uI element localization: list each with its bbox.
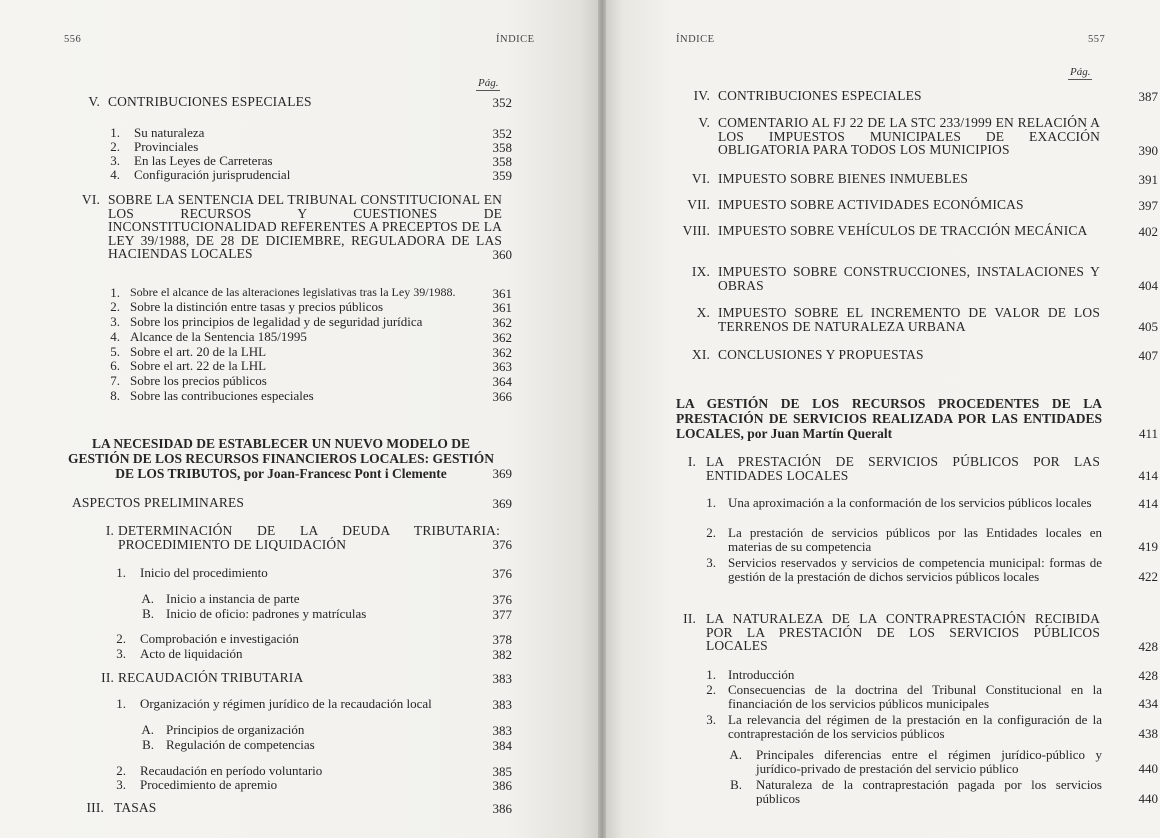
toc-entry-page: 428 <box>1138 667 1158 683</box>
toc-entry-page: 358 <box>492 153 512 169</box>
toc-entry-title: RECAUDACIÓN TRIBUTARIA <box>118 670 304 685</box>
toc-entry-number: 1. <box>706 495 716 510</box>
toc-entry-page: 419 <box>1138 538 1158 554</box>
toc-entry-page: 405 <box>1138 318 1158 334</box>
toc-entry-title: Introducción <box>728 667 795 682</box>
toc-entry-number: VIII. <box>682 223 710 238</box>
toc-entry-title: LA NECESIDAD DE ESTABLECER UN NUEVO MODELO DE GESTIÓN DE LOS RECURSOS FINANCIEROS LOCALES: GESTIÓN DE LOS TRIBUTOS, por Joan-Francesc Pont i Clemente <box>67 436 495 481</box>
toc-entry-title: COMENTARIO AL FJ 22 DE LA STC 233/1999 EN RELACIÓN A LOS IMPUESTOS MUNICIPALES DE EXACCIÓN OBLIGATORIA PARA TODOS LOS MUNICIPIOS <box>718 115 1100 157</box>
toc-entry-page: 434 <box>1138 695 1158 711</box>
toc-entry-title: DETERMINACIÓN DE LA DEUDA TRIBUTARIA: PROCEDIMIENTO DE LIQUIDACIÓN <box>118 523 500 552</box>
toc-entry-title: La prestación de servicios públicos por las Entidades locales en materias de su competencia <box>728 525 1102 554</box>
toc-entry-number: VI. <box>81 192 100 207</box>
toc-entry-number: 5. <box>110 344 120 359</box>
toc-entry-title: Sobre el art. 22 de la LHL <box>130 358 267 373</box>
toc-entry-number: X. <box>696 305 710 320</box>
toc-entry-page: 440 <box>1138 790 1158 806</box>
toc-entry-page: 383 <box>492 722 512 738</box>
left-pag-label: Pág. <box>478 77 499 89</box>
toc-entry-title: Su naturaleza <box>134 125 205 140</box>
toc-entry-title: Sobre la distinción entre tasas y precios públicos <box>130 299 384 314</box>
toc-entry-page: 363 <box>492 358 512 374</box>
toc-entry-number: 3. <box>110 314 120 329</box>
right-running-header: ÍNDICE <box>676 34 715 45</box>
toc-entry-title: Regulación de competencias <box>166 737 315 752</box>
toc-entry-title: LA NATURALEZA DE LA CONTRAPRESTACIÓN RECIBIDA POR LA PRESTACIÓN DE LOS SERVICIOS PÚBLICOS LOCALES <box>706 611 1100 653</box>
toc-entry-page: 361 <box>492 285 512 301</box>
toc-entry-number: 2. <box>706 682 716 697</box>
toc-entry-page: 376 <box>492 536 512 552</box>
toc-entry-page: 362 <box>492 329 512 345</box>
toc-entry-title: Sobre los principios de legalidad y de seguridad jurídica <box>130 314 423 329</box>
toc-entry-page: 386 <box>492 800 512 816</box>
toc-entry-title: SOBRE LA SENTENCIA DEL TRIBUNAL CONSTITUCIONAL EN LOS RECURSOS Y CUESTIONES DE INCONSTITUCIONALIDAD REFERENTES A PRECEPTOS DE LA LEY 39/1988, DE 28 DE DICIEMBRE, REGULADORA DE LAS HACIENDAS LOCALES <box>108 192 502 261</box>
toc-entry-page: 391 <box>1138 171 1158 187</box>
toc-entry-page: 377 <box>492 606 512 622</box>
toc-entry-page: 402 <box>1138 223 1158 239</box>
toc-entry-title: En las Leyes de Carreteras <box>134 153 273 168</box>
toc-entry-number: 2. <box>110 299 120 314</box>
toc-entry-number: I. <box>687 454 696 469</box>
toc-entry-page: 362 <box>492 344 512 360</box>
toc-entry-page: 414 <box>1138 495 1158 511</box>
toc-entry-title: Naturaleza de la contraprestación pagada por los servicios públicos <box>756 777 1102 806</box>
toc-entry-page: 428 <box>1138 638 1158 654</box>
toc-entry-number: 3. <box>706 712 716 727</box>
toc-entry-number: 7. <box>110 373 120 388</box>
toc-entry-page: 411 <box>1138 426 1158 441</box>
toc-entry-number: 3. <box>706 555 716 570</box>
toc-entry-number: VII. <box>687 197 710 212</box>
toc-entry-title: Procedimiento de apremio <box>140 777 278 792</box>
toc-entry-title: Una aproximación a la conformación de los servicios públicos locales <box>728 495 1092 510</box>
toc-entry-number: 1. <box>110 125 120 140</box>
toc-entry-number: 1. <box>116 565 126 580</box>
toc-entry-page: 361 <box>492 299 512 315</box>
toc-entry-page: 385 <box>492 763 512 779</box>
toc-entry-page: 366 <box>492 388 512 404</box>
toc-entry-number: II. <box>101 670 114 685</box>
toc-entry-page: 369 <box>492 495 512 511</box>
toc-entry-number: B. <box>142 737 154 752</box>
toc-entry-number: A. <box>729 747 742 762</box>
toc-entry-page: 438 <box>1138 725 1158 741</box>
toc-entry-page: 414 <box>1138 467 1158 483</box>
toc-entry-title: Provinciales <box>134 139 199 154</box>
toc-entry-number: 3. <box>110 153 120 168</box>
toc-entry-title: Recaudación en período voluntario <box>140 763 323 778</box>
toc-entry-title: ASPECTOS PRELIMINARES <box>72 495 245 510</box>
toc-entry-title: Sobre el alcance de las alteraciones legislativas tras la Ley 39/1988. <box>130 285 456 299</box>
toc-entry-page: 383 <box>492 670 512 686</box>
book-gutter <box>598 0 606 838</box>
toc-entry-title: Inicio a instancia de parte <box>166 591 300 606</box>
toc-entry-page: 407 <box>1138 347 1158 363</box>
toc-entry-title: LA GESTIÓN DE LOS RECURSOS PROCEDENTES DE LA PRESTACIÓN DE SERVICIOS REALIZADA POR LAS ENTIDADES LOCALES, por Juan Martín Queralt <box>676 396 1102 441</box>
toc-entry-page: 376 <box>492 591 512 607</box>
toc-entry-number: 6. <box>110 358 120 373</box>
toc-entry-page: 362 <box>492 314 512 330</box>
toc-entry-number: V. <box>88 94 100 109</box>
toc-entry-number: 3. <box>116 646 126 661</box>
toc-entry-number: 2. <box>116 763 126 778</box>
right-folio: 557 <box>1088 34 1106 45</box>
toc-entry-title: Sobre el art. 20 de la LHL <box>130 344 267 359</box>
toc-entry-page: 352 <box>492 94 512 110</box>
toc-entry-page: 360 <box>492 246 512 262</box>
toc-entry-title: Sobre las contribuciones especiales <box>130 388 314 403</box>
toc-entry-number: 8. <box>110 388 120 403</box>
right-pag-label: Pág. <box>1070 66 1091 78</box>
toc-entry-page: 369 <box>492 466 512 481</box>
toc-entry-title: La relevancia del régimen de la prestación en la configuración de la contraprestación de los servicios públicos <box>728 712 1102 741</box>
toc-entry-title: IMPUESTO SOBRE BIENES INMUEBLES <box>718 171 969 186</box>
toc-entry-number: 4. <box>110 167 120 182</box>
toc-entry-number: II. <box>683 611 696 626</box>
toc-entry-number: 1. <box>116 696 126 711</box>
toc-entry-page: 378 <box>492 631 512 647</box>
toc-entry-number: 2. <box>116 631 126 646</box>
toc-entry-page: 390 <box>1138 142 1158 158</box>
toc-entry-number: 3. <box>116 777 126 792</box>
toc-entry-title: TASAS <box>114 800 157 815</box>
toc-entry-number: B. <box>142 606 154 621</box>
toc-entry-page: 383 <box>492 696 512 712</box>
toc-entry-title: Sobre los precios públicos <box>130 373 267 388</box>
toc-entry-page: 352 <box>492 125 512 141</box>
toc-entry-title: IMPUESTO SOBRE VEHÍCULOS DE TRACCIÓN MECÁNICA <box>718 223 1088 238</box>
toc-entry-number: 2. <box>706 525 716 540</box>
left-folio: 556 <box>64 34 82 45</box>
toc-entry-page: 358 <box>492 139 512 155</box>
toc-entry-number: I. <box>105 523 114 538</box>
toc-entry-number: 2. <box>110 139 120 154</box>
toc-entry-title: Inicio de oficio: padrones y matrículas <box>166 606 367 621</box>
toc-entry-title: Inicio del procedimiento <box>140 565 268 580</box>
toc-entry-number: VI. <box>691 171 710 186</box>
toc-entry-title: Comprobación e investigación <box>140 631 299 646</box>
toc-entry-number: 1. <box>706 667 716 682</box>
right-page <box>606 0 1160 838</box>
toc-entry-page: 440 <box>1138 760 1158 776</box>
toc-entry-title: IMPUESTO SOBRE ACTIVIDADES ECONÓMICAS <box>718 197 1024 212</box>
toc-entry-page: 384 <box>492 737 512 753</box>
toc-entry-page: 422 <box>1138 568 1158 584</box>
left-running-header: ÍNDICE <box>496 34 535 45</box>
toc-entry-page: 387 <box>1138 88 1158 104</box>
toc-entry-title: CONCLUSIONES Y PROPUESTAS <box>718 347 924 362</box>
toc-entry-number: A. <box>141 722 154 737</box>
toc-entry-page: 386 <box>492 777 512 793</box>
toc-entry-page: 382 <box>492 646 512 662</box>
toc-entry-page: 397 <box>1138 197 1158 213</box>
toc-entry-page: 404 <box>1138 277 1158 293</box>
toc-entry-number: IV. <box>693 88 710 103</box>
toc-entry-title: Configuración jurisprudencial <box>134 167 291 182</box>
toc-entry-number: 4. <box>110 329 120 344</box>
toc-entry-title: Alcance de la Sentencia 185/1995 <box>130 329 307 344</box>
toc-entry-title: Principales diferencias entre el régimen jurídico-público y jurídico-privado de prestación del servicio público <box>756 747 1102 776</box>
toc-entry-page: 359 <box>492 167 512 183</box>
toc-entry-title: CONTRIBUCIONES ESPECIALES <box>108 94 312 109</box>
toc-entry-number: IX. <box>691 264 710 279</box>
toc-entry-title: CONTRIBUCIONES ESPECIALES <box>718 88 922 103</box>
toc-entry-number: 1. <box>110 285 120 300</box>
toc-entry-page: 376 <box>492 565 512 581</box>
toc-entry-title: IMPUESTO SOBRE CONSTRUCCIONES, INSTALACIONES Y OBRAS <box>718 264 1100 293</box>
toc-entry-number: III. <box>86 800 104 815</box>
toc-entry-title: Principios de organización <box>166 722 305 737</box>
toc-entry-title: Servicios reservados y servicios de competencia municipal: formas de gestión de la prestación de dichos servicios públicos locales <box>728 555 1102 584</box>
toc-entry-number: A. <box>141 591 154 606</box>
toc-entry-title: Acto de liquidación <box>140 646 243 661</box>
toc-entry-page: 364 <box>492 373 512 389</box>
toc-entry-number: XI. <box>691 347 710 362</box>
toc-entry-number: B. <box>730 777 742 792</box>
toc-entry-number: V. <box>698 115 710 130</box>
toc-entry-title: Organización y régimen jurídico de la recaudación local <box>140 696 432 711</box>
toc-entry-title: IMPUESTO SOBRE EL INCREMENTO DE VALOR DE LOS TERRENOS DE NATURALEZA URBANA <box>718 305 1100 334</box>
toc-entry-title: LA PRESTACIÓN DE SERVICIOS PÚBLICOS POR LAS ENTIDADES LOCALES <box>706 454 1100 483</box>
toc-entry-title: Consecuencias de la doctrina del Tribunal Constitucional en la financiación de los servicios públicos municipales <box>728 682 1102 711</box>
